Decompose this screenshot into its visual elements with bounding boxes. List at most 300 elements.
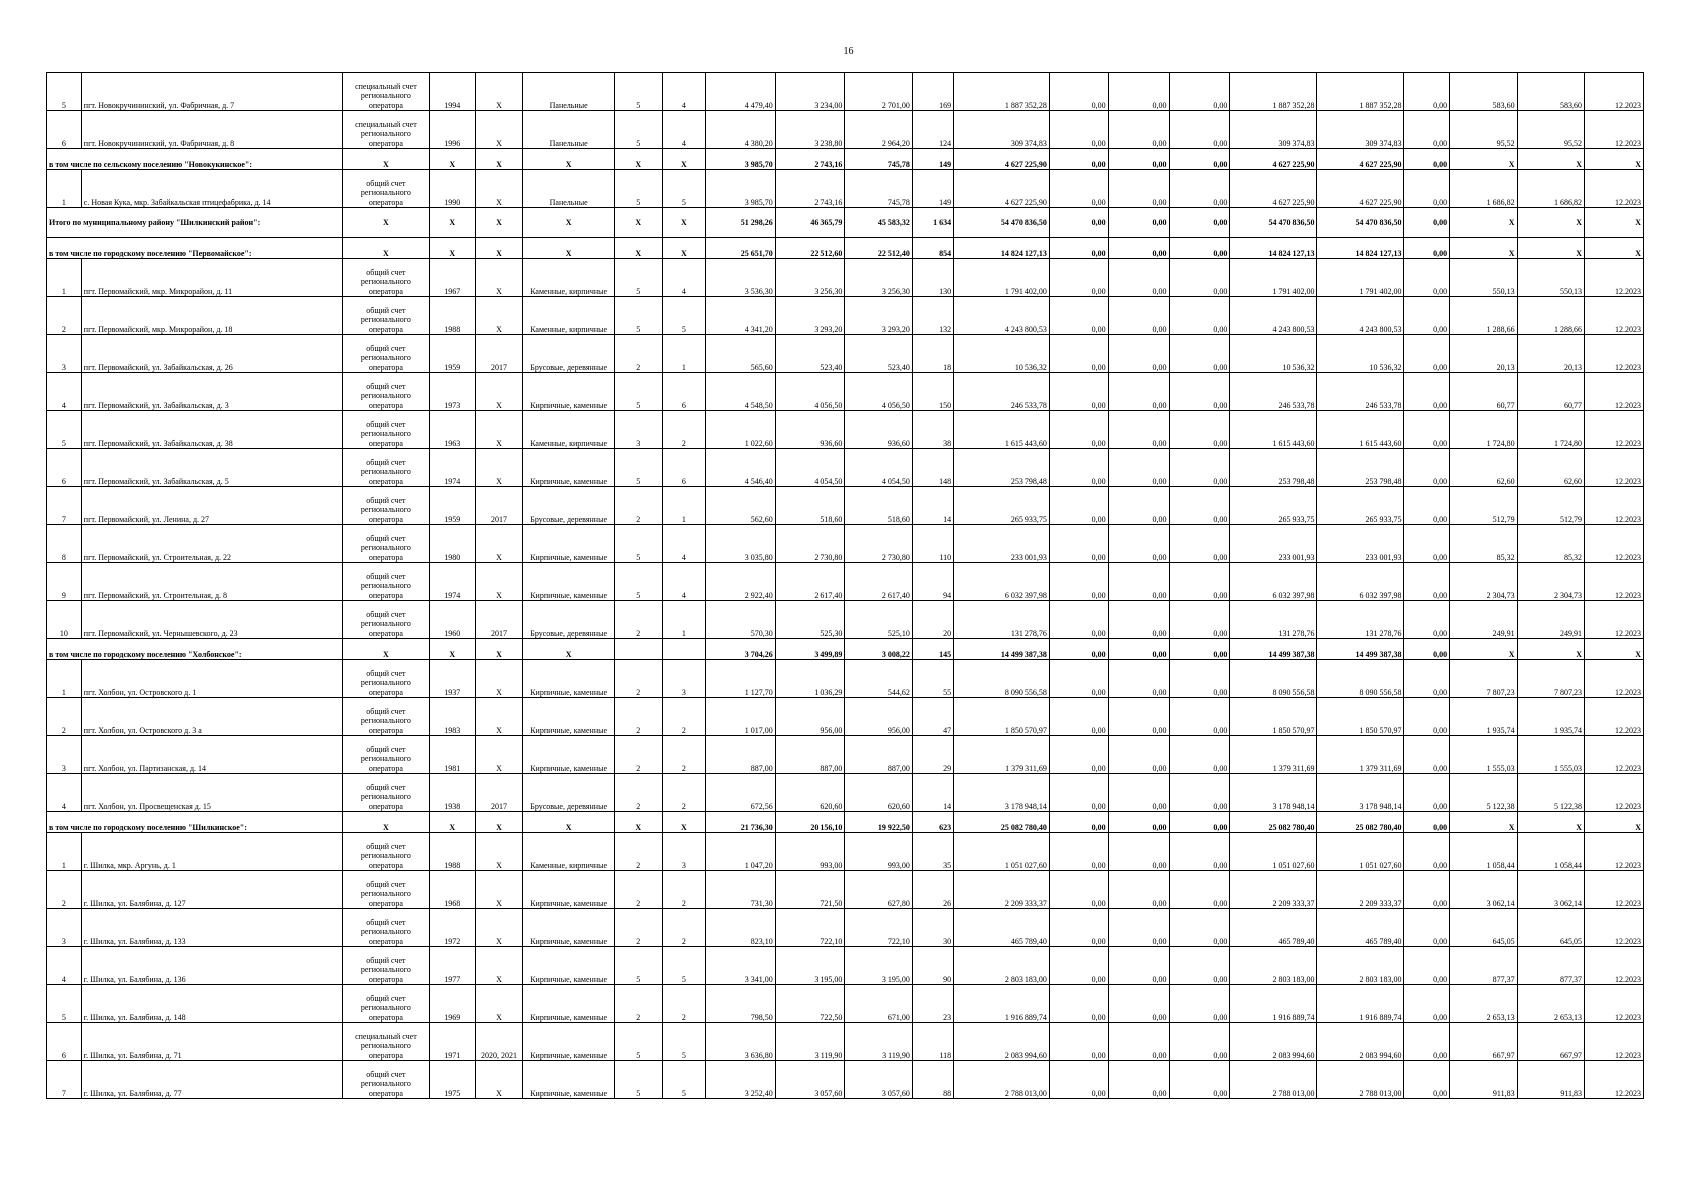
table-cell: 620,60 [845, 774, 912, 812]
table-cell: 0,00 [1108, 833, 1169, 871]
table-row [47, 985, 1644, 1023]
table-cell: 132 [912, 297, 953, 335]
table-row [47, 449, 1644, 487]
table-cell: 1 051 027,60 [1317, 833, 1404, 871]
table-cell: 1 935,74 [1517, 698, 1584, 736]
table-cell: 518,60 [845, 487, 912, 525]
table-cell: 0,00 [1049, 259, 1108, 297]
table-cell: X [342, 149, 429, 170]
table-cell: 246 533,78 [1230, 373, 1317, 411]
table-cell: общий счет регионального оператора [342, 411, 429, 449]
table-cell: 1 724,80 [1450, 411, 1517, 449]
table-cell: 3 293,20 [845, 297, 912, 335]
table-cell: 6 032 397,98 [1230, 563, 1317, 601]
table-cell: 1 916 889,74 [954, 985, 1050, 1023]
table-cell: 2 [662, 909, 706, 947]
table-cell: 7 [47, 487, 82, 525]
table-cell: 0,00 [1169, 660, 1230, 698]
table-cell: 2 304,73 [1450, 563, 1517, 601]
table-cell: 1 [662, 487, 706, 525]
table-row [47, 601, 1644, 639]
table-cell: 0,00 [1169, 985, 1230, 1023]
table-cell: 2 [662, 411, 706, 449]
table-cell: 0,00 [1169, 563, 1230, 601]
table-cell: 5 [614, 1023, 662, 1061]
table-cell: X [475, 259, 523, 297]
table-cell: 2 [662, 774, 706, 812]
table-cell: Каменные, кирпичные [523, 833, 614, 871]
table-cell: 1 791 402,00 [1317, 259, 1404, 297]
table-cell: 1 [662, 601, 706, 639]
table-cell: 512,79 [1450, 487, 1517, 525]
table-cell: 0,00 [1108, 871, 1169, 909]
table-cell: 2 743,16 [775, 170, 845, 208]
table-cell: X [1517, 208, 1584, 238]
table-cell: 2 [47, 871, 82, 909]
table-cell: 149 [912, 170, 953, 208]
subtotal-row [47, 812, 1644, 833]
table-cell: 4 [662, 259, 706, 297]
table-cell: 0,00 [1169, 487, 1230, 525]
table-cell: 35 [912, 833, 953, 871]
table-cell: 14 499 387,38 [1317, 639, 1404, 660]
table-row [47, 774, 1644, 812]
table-cell: 309 374,83 [1230, 111, 1317, 149]
table-cell: 0,00 [1108, 238, 1169, 259]
table-cell: 0,00 [1108, 563, 1169, 601]
table-cell: 0,00 [1404, 487, 1450, 525]
table-cell: X [1450, 238, 1517, 259]
table-row [47, 660, 1644, 698]
table-cell: 956,00 [845, 698, 912, 736]
table-cell: 3 341,00 [706, 947, 776, 985]
table-cell: X [475, 812, 523, 833]
table-cell: 4 627 225,90 [954, 149, 1050, 170]
table-cell: 3 008,22 [845, 639, 912, 660]
table-cell: 518,60 [775, 487, 845, 525]
table-cell: 4 548,50 [706, 373, 776, 411]
table-cell: 1 555,03 [1517, 736, 1584, 774]
table-cell: 118 [912, 1023, 953, 1061]
capital-repair-table [46, 72, 1644, 1099]
table-cell: 45 583,32 [845, 208, 912, 238]
table-cell: 4 243 800,53 [1317, 297, 1404, 335]
table-cell: 1990 [429, 170, 475, 208]
table-cell: общий счет регионального оператора [342, 660, 429, 698]
table-cell: 721,50 [775, 871, 845, 909]
table-cell: 253 798,48 [1230, 449, 1317, 487]
table-cell: 5 [614, 170, 662, 208]
table-cell: 23 [912, 985, 953, 1023]
table-row [47, 111, 1644, 149]
table-cell: 12.2023 [1585, 525, 1644, 563]
table-cell: 2 [614, 833, 662, 871]
table-cell: 2 [614, 909, 662, 947]
table-cell: 0,00 [1108, 1061, 1169, 1099]
table-cell: 722,10 [775, 909, 845, 947]
table-cell: 1 051 027,60 [954, 833, 1050, 871]
table-cell: 30 [912, 909, 953, 947]
table-cell: 2017 [475, 487, 523, 525]
table-cell: 4 479,40 [706, 73, 776, 111]
table-cell: 62,60 [1450, 449, 1517, 487]
table-cell: 570,30 [706, 601, 776, 639]
table-cell: 131 278,76 [1230, 601, 1317, 639]
table-row [47, 1061, 1644, 1099]
table-cell: 233 001,93 [954, 525, 1050, 563]
table-row [47, 833, 1644, 871]
table-cell: 0,00 [1404, 411, 1450, 449]
table-cell: 0,00 [1169, 73, 1230, 111]
table-cell: 0,00 [1049, 525, 1108, 563]
table-cell: 0,00 [1049, 947, 1108, 985]
table-cell: 0,00 [1049, 373, 1108, 411]
table-cell: Каменные, кирпичные [523, 411, 614, 449]
table-cell: X [429, 238, 475, 259]
table-cell: 0,00 [1404, 73, 1450, 111]
group-label: в том числе по городскому поселению "Первомайское": [47, 238, 343, 259]
table-cell: пгт. Первомайский, мкр. Микрорайон, д. 11 [81, 259, 342, 297]
table-cell: 0,00 [1404, 1061, 1450, 1099]
table-cell: 1974 [429, 449, 475, 487]
table-cell: 5 [614, 73, 662, 111]
table-cell: 60,77 [1450, 373, 1517, 411]
table-cell: 0,00 [1404, 170, 1450, 208]
table-cell: 22 512,60 [775, 238, 845, 259]
table-cell: Кирпичные, каменные [523, 871, 614, 909]
table-cell: 0,00 [1049, 660, 1108, 698]
table-cell: 4 [662, 111, 706, 149]
table-cell: 130 [912, 259, 953, 297]
table-cell: X [342, 812, 429, 833]
table-cell: 2 [662, 736, 706, 774]
table-cell: 0,00 [1169, 411, 1230, 449]
table-cell: Кирпичные, каменные [523, 985, 614, 1023]
table-cell: 149 [912, 149, 953, 170]
table-cell: 993,00 [775, 833, 845, 871]
table-cell: 0,00 [1404, 297, 1450, 335]
table-cell: 12.2023 [1585, 170, 1644, 208]
table-cell: 1977 [429, 947, 475, 985]
table-cell: 2 [614, 660, 662, 698]
table-cell: 12.2023 [1585, 909, 1644, 947]
table-cell: X [429, 639, 475, 660]
table-cell: 1 379 311,69 [1230, 736, 1317, 774]
table-cell: 623 [912, 812, 953, 833]
table-cell: 94 [912, 563, 953, 601]
table-cell: 620,60 [775, 774, 845, 812]
table-cell: 14 824 127,13 [1230, 238, 1317, 259]
table-cell: 0,00 [1404, 871, 1450, 909]
table-cell: 1 850 570,97 [1230, 698, 1317, 736]
table-cell: г. Шилка, ул. Балябина, д. 148 [81, 985, 342, 1023]
table-cell: общий счет регионального оператора [342, 335, 429, 373]
table-cell: 0,00 [1049, 563, 1108, 601]
table-cell: общий счет регионального оператора [342, 1061, 429, 1099]
table-cell: 4 [662, 525, 706, 563]
table-row [47, 73, 1644, 111]
table-cell: пгт. Холбон, ул. Островского д. 3 а [81, 698, 342, 736]
table-cell: 0,00 [1108, 411, 1169, 449]
table-cell: 0,00 [1049, 639, 1108, 660]
table-cell: 1 379 311,69 [954, 736, 1050, 774]
table-cell: 12.2023 [1585, 111, 1644, 149]
table-cell: 2017 [475, 335, 523, 373]
table-cell: 0,00 [1169, 170, 1230, 208]
table-cell: 309 374,83 [1317, 111, 1404, 149]
table-cell: 0,00 [1404, 1023, 1450, 1061]
table-cell: 253 798,48 [954, 449, 1050, 487]
table-cell: 265 933,75 [1230, 487, 1317, 525]
table-row [47, 563, 1644, 601]
table-cell: 3 062,14 [1450, 871, 1517, 909]
table-cell: 3 178 948,14 [954, 774, 1050, 812]
table-row [47, 698, 1644, 736]
subtotal-row [47, 238, 1644, 259]
table-cell: 0,00 [1049, 73, 1108, 111]
table-cell: X [523, 639, 614, 660]
table-cell: 2 653,13 [1450, 985, 1517, 1023]
table-cell: 3 057,60 [845, 1061, 912, 1099]
table-cell: 525,10 [845, 601, 912, 639]
table-cell: 0,00 [1169, 833, 1230, 871]
table-cell: 2020, 2021 [475, 1023, 523, 1061]
table-cell: 0,00 [1049, 238, 1108, 259]
table-cell: X [475, 909, 523, 947]
table-cell: X [1450, 149, 1517, 170]
table-cell: 25 082 780,40 [954, 812, 1050, 833]
table-cell: 2 964,20 [845, 111, 912, 149]
table-cell: 0,00 [1169, 1061, 1230, 1099]
table-cell: 1 288,66 [1450, 297, 1517, 335]
table-cell: X [342, 639, 429, 660]
table-cell: 0,00 [1169, 812, 1230, 833]
table-cell: 54 470 836,50 [1317, 208, 1404, 238]
table-cell: 2 083 994,60 [1317, 1023, 1404, 1061]
table-cell: X [475, 947, 523, 985]
table-cell: г. Шилка, ул. Балябина, д. 71 [81, 1023, 342, 1061]
table-body [47, 73, 1644, 1099]
table-cell: 12.2023 [1585, 1023, 1644, 1061]
table-cell: 233 001,93 [1230, 525, 1317, 563]
table-cell: 1 [47, 170, 82, 208]
table-cell: 523,40 [845, 335, 912, 373]
table-cell: 0,00 [1404, 601, 1450, 639]
table-cell: 12.2023 [1585, 73, 1644, 111]
table-cell: 265 933,75 [954, 487, 1050, 525]
table-cell: 877,37 [1517, 947, 1584, 985]
table-cell: 4 627 225,90 [954, 170, 1050, 208]
table-cell: 5 [47, 985, 82, 1023]
table-cell: 14 824 127,13 [1317, 238, 1404, 259]
table-cell: общий счет регионального оператора [342, 774, 429, 812]
table-cell: пгт. Первомайский, ул. Строительная, д. 22 [81, 525, 342, 563]
table-cell: 3 704,26 [706, 639, 776, 660]
table-cell: 1963 [429, 411, 475, 449]
table-cell: 51 298,26 [706, 208, 776, 238]
table-cell: 1 916 889,74 [1317, 985, 1404, 1023]
table-cell: общий счет регионального оператора [342, 259, 429, 297]
table-cell: 2 922,40 [706, 563, 776, 601]
table-cell: 0,00 [1108, 1023, 1169, 1061]
table-cell: 3 119,90 [775, 1023, 845, 1061]
table-cell: 6 032 397,98 [954, 563, 1050, 601]
table-cell: Кирпичные, каменные [523, 525, 614, 563]
table-cell: 993,00 [845, 833, 912, 871]
table-cell: 9 [47, 563, 82, 601]
table-row [47, 373, 1644, 411]
table-cell: 5 [662, 1023, 706, 1061]
table-cell: 14 499 387,38 [954, 639, 1050, 660]
table-cell: пгт. Первомайский, ул. Ленина, д. 27 [81, 487, 342, 525]
table-cell: 2 209 333,37 [1230, 871, 1317, 909]
table-cell: 3 035,80 [706, 525, 776, 563]
table-cell: 3 [47, 335, 82, 373]
table-cell: 1 036,29 [775, 660, 845, 698]
table-cell: 0,00 [1049, 208, 1108, 238]
table-cell: 1 724,80 [1517, 411, 1584, 449]
table-cell: 3 252,40 [706, 1061, 776, 1099]
table-cell: 0,00 [1169, 449, 1230, 487]
table-cell: 110 [912, 525, 953, 563]
table-cell: 887,00 [775, 736, 845, 774]
table-cell: 1960 [429, 601, 475, 639]
table-cell: 1974 [429, 563, 475, 601]
table-cell: 12.2023 [1585, 833, 1644, 871]
table-cell: 0,00 [1049, 170, 1108, 208]
table-cell: 4 [662, 563, 706, 601]
table-cell: 6 [662, 373, 706, 411]
table-cell: X [475, 698, 523, 736]
table-cell: X [475, 373, 523, 411]
table-cell: 0,00 [1404, 373, 1450, 411]
table-cell: 20 [912, 601, 953, 639]
table-cell: 0,00 [1404, 208, 1450, 238]
table-cell: Кирпичные, каменные [523, 1023, 614, 1061]
table-cell: 12.2023 [1585, 1061, 1644, 1099]
table-cell: X [523, 238, 614, 259]
table-cell: 2 083 994,60 [954, 1023, 1050, 1061]
table-cell: 21 736,30 [706, 812, 776, 833]
table-cell: 12.2023 [1585, 411, 1644, 449]
table-cell: 4 056,50 [775, 373, 845, 411]
table-cell: 2 [662, 698, 706, 736]
table-cell: 3 [614, 411, 662, 449]
table-cell: 4 [47, 774, 82, 812]
table-cell: 1973 [429, 373, 475, 411]
table-cell: 10 536,32 [1230, 335, 1317, 373]
table-cell: X [1585, 208, 1644, 238]
table-cell: 4 627 225,90 [1230, 170, 1317, 208]
table-cell: 0,00 [1049, 774, 1108, 812]
table-cell: 169 [912, 73, 953, 111]
table-cell: 3 119,90 [845, 1023, 912, 1061]
table-cell: X [475, 563, 523, 601]
table-cell: 5 [614, 525, 662, 563]
table-cell: 0,00 [1108, 909, 1169, 947]
table-cell: 0,00 [1108, 736, 1169, 774]
table-cell: 0,00 [1108, 525, 1169, 563]
table-cell: 1 887 352,28 [954, 73, 1050, 111]
table-cell: X [1450, 639, 1517, 660]
table-cell: 4 [662, 73, 706, 111]
table-cell: 0,00 [1404, 833, 1450, 871]
table-cell: Панельные [523, 170, 614, 208]
table-cell: 2 730,80 [845, 525, 912, 563]
table-cell: X [475, 871, 523, 909]
table-cell: 0,00 [1169, 736, 1230, 774]
table-cell: 1 615 443,60 [954, 411, 1050, 449]
table-cell: 0,00 [1049, 909, 1108, 947]
table-cell: X [429, 812, 475, 833]
table-cell: 2 [614, 487, 662, 525]
table-cell: 0,00 [1049, 111, 1108, 149]
table-cell: 0,00 [1049, 601, 1108, 639]
table-cell: 2 304,73 [1517, 563, 1584, 601]
table-cell: 12.2023 [1585, 449, 1644, 487]
table-cell: 745,78 [845, 149, 912, 170]
table-cell: 5 [614, 1061, 662, 1099]
table-cell: 12.2023 [1585, 487, 1644, 525]
table-cell: 6 [662, 449, 706, 487]
table-cell: 1 288,66 [1517, 297, 1584, 335]
table-cell: 20 156,10 [775, 812, 845, 833]
table-cell: 887,00 [845, 736, 912, 774]
table-cell: общий счет регионального оператора [342, 449, 429, 487]
table-cell: 55 [912, 660, 953, 698]
table-cell: 0,00 [1169, 111, 1230, 149]
table-cell: 0,00 [1108, 208, 1169, 238]
table-cell: X [614, 208, 662, 238]
table-cell: X [662, 812, 706, 833]
table-cell: X [523, 149, 614, 170]
table-cell: X [475, 208, 523, 238]
table-cell: 3 293,20 [775, 297, 845, 335]
table-cell: 18 [912, 335, 953, 373]
table-cell: 1996 [429, 111, 475, 149]
table-cell: 1 916 889,74 [1230, 985, 1317, 1023]
table-cell: Брусовые, деревянные [523, 774, 614, 812]
table-cell: 5 [614, 449, 662, 487]
table-cell: 2 [614, 698, 662, 736]
table-cell: 148 [912, 449, 953, 487]
table-cell: 5 [614, 373, 662, 411]
table-cell: 672,56 [706, 774, 776, 812]
table-cell: 1975 [429, 1061, 475, 1099]
table-cell: X [614, 149, 662, 170]
table-cell: 2 788 013,00 [1317, 1061, 1404, 1099]
table-cell: 0,00 [1108, 111, 1169, 149]
table-cell: пгт. Первомайский, ул. Забайкальская, д. 26 [81, 335, 342, 373]
table-cell: 3 536,30 [706, 259, 776, 297]
table-cell: 4 627 225,90 [1317, 149, 1404, 170]
table-cell: 956,00 [775, 698, 845, 736]
table-cell: 0,00 [1169, 208, 1230, 238]
table-row [47, 525, 1644, 563]
table-row [47, 170, 1644, 208]
table-cell: Кирпичные, каменные [523, 909, 614, 947]
table-cell: 3 178 948,14 [1230, 774, 1317, 812]
group-label: в том числе по городскому поселению "Холбонское": [47, 639, 343, 660]
table-cell: 0,00 [1404, 149, 1450, 170]
table-cell: 745,78 [845, 170, 912, 208]
table-cell: 550,13 [1517, 259, 1584, 297]
table-cell: 3 [47, 736, 82, 774]
table-cell: 0,00 [1404, 525, 1450, 563]
table-cell: общий счет регионального оператора [342, 736, 429, 774]
table-cell: 3 234,00 [775, 73, 845, 111]
table-cell: 0,00 [1049, 335, 1108, 373]
